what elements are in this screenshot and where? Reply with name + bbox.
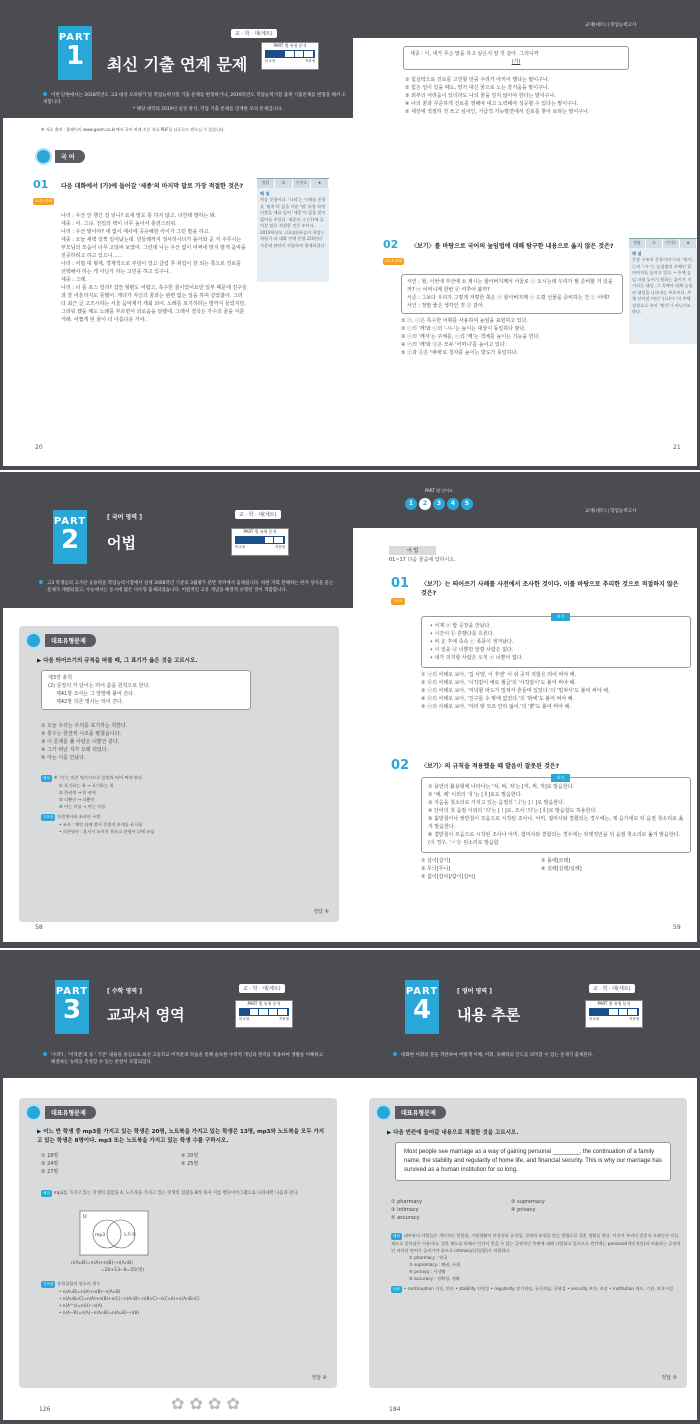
q1-option[interactable]: ② 힘든 일이 있을 때도, 망가 대신 꿈으로 노는 즐거움을 말이구나. — [405, 85, 550, 91]
subject-name: [ 수학 영역 ] — [107, 988, 142, 995]
q2-title: 〈보기〉를 바탕으로 국어의 높임법에 대해 탐구한 내용으로 옳지 않은 것은? — [411, 243, 614, 250]
steps-label: PART 별 난이도 — [425, 488, 453, 493]
type-meter: PART 별 유형 분석 비교형 적용형 — [231, 528, 289, 556]
page-number-right: 184 — [389, 1406, 401, 1413]
spread2-right-page — [353, 476, 697, 942]
q2-option[interactable]: ② ⓒ의 '께'와 ⓒ의 '-시-'는 높이는 대상이 동일하다 쌓다. — [401, 326, 526, 332]
q1-continued-box: 세종 : 이, 네가 무슨 말을 하고 싶은지 알 것 같아. 그리니까 (가) — [403, 46, 629, 70]
venn-b-label: 노트북 — [123, 1233, 137, 1238]
q2-option[interactable]: ④ 실례[실레/실례] — [541, 866, 582, 872]
spread-1 — [3, 0, 697, 466]
rep-header: 대표유형문제 — [375, 1104, 446, 1121]
spread1-left-page — [3, 0, 353, 466]
representative-panel — [19, 626, 339, 922]
edition-tag: 교 · 학 · 대(세트) — [231, 29, 277, 38]
q2-option[interactable]: ② 몰에[모레] — [541, 858, 571, 864]
spread3-right-page — [353, 954, 697, 1420]
running-header — [353, 0, 697, 38]
q1-option[interactable]: ① ⓐ의 사례로 보아, '집 사양, 이 후엔' 이 쉬 곳처 적합은 띄어 써야 해. — [421, 672, 577, 678]
rep-option[interactable]: ② 20명 — [181, 1153, 199, 1159]
chapter-title: 최신 기출 연계 문제 — [107, 55, 248, 74]
q1-option[interactable]: ⑤ 세상에 적절하 것 쓰고 싶어인, 가급적 가능방면에서 진로를 찾아 보라는 말이구나. — [405, 109, 590, 115]
rep-icon — [25, 1104, 42, 1121]
part-badge — [58, 26, 92, 80]
chapter-intro: 대화한 어휘의 분을 객관하여 어떻게 이해, 어휘, 독해력의 인드를 의미할 수 있는 문제가 출제된다. — [393, 1052, 697, 1059]
difficulty-steps: 1 2 3 4 5 — [405, 498, 475, 510]
rep-question: ▶ 어느 반 학생 중 mp3를 가지고 있는 학생은 20명, 노트북을 가지고 있는 학생은 13명, mp3와 노트북을 모두 가지고 있는 학생은 8명이다. mp3 또는 노트북을 가지고 있는 학생 수를 구하시오. — [37, 1129, 325, 1144]
clover-decoration-icon: ✿ ✿ ✿ ✿ — [171, 1394, 240, 1413]
passage-box: Most people see marriage as a way of gaining personal ________, the continuation of a family name, the stability and regularity of home life, and financial security. This is why our marriage has survived as a human institution for so long. — [395, 1142, 671, 1181]
rep-option[interactable]: ④ 그가 떠난 지가 오래 되었다. — [41, 747, 109, 753]
spread1-right-page — [353, 0, 697, 466]
spread-2 — [3, 476, 697, 942]
chapter-intro: 이번 단원에서는 2018학년도 고3 대상 모의평가 및 학업능력시험 기출 문제를 변형하거나, 2019학년도 학업능력시험 출제 기출문제를 변형을 해서 소개합니다. * 해당 대학의 2019년 실질 방식, 작업 기출 문제를 연계한 모의 문제입니다. — [43, 93, 346, 112]
q1-options — [405, 76, 631, 116]
q1-option[interactable]: ④ 나의 꿈과 꾸준하게 진로를 정해야 대고 노력해야 성공할 수 있다는 말이구나. — [405, 101, 579, 107]
rep-options — [41, 722, 127, 762]
q1-number: 01 — [33, 178, 49, 191]
running-header-text: 교재(세트) | 학업능력고사 — [585, 509, 637, 514]
q2-option[interactable]: ⑤ 값이[갑씨]/값이[갑씨] — [421, 874, 476, 880]
q2-option[interactable]: ③ ⓒ의 '께서'는 주체를, ⓒ의 '께'는 객체를 높이는 기능을 한다. — [401, 334, 540, 340]
rep-option[interactable]: ③ intimacy — [391, 1207, 419, 1213]
representative-panel — [19, 1098, 337, 1388]
rep-answer: 정답 ③ — [661, 1375, 677, 1381]
chapter-title: 내용 추론 — [457, 1006, 521, 1024]
rep-explanation-2: 기초점 유한집합의 원소의 개수 • n(A∪B)=n(A)+n(B)−n(A∩B) • n(A∪B∪C)=n(A)+n(B)+n(C)−n(A∩B)−n(B∩C)−n(C∩A)+n(A∩B∩C) • n(A^c)=n(U)−n(A) • n(A−B)=n(A)−n(A∩B)=n(A∪B)−n(B) — [43, 1281, 200, 1315]
spread3-left-page — [3, 954, 353, 1420]
chapter-title: 교과서 영역 — [107, 1006, 185, 1024]
q1-example-box: 보기 • 어제 ⓐ 밥 공장을 만났다. • 시간이 ⓑ 흔했다를 흐른다. • 비 온 후에 족속 ⓒ 폭풍이 생겨났다. • 이 일을 ⓓ 너뿐만 알릴 사람은 없다. • 내가 의지할 사람은 오직 ⓔ 너뿐이 없다. — [421, 616, 691, 668]
rep-option[interactable]: ⑤ 27명 — [41, 1169, 59, 1175]
rep-option[interactable]: ② 통수는 한권씩 시조를 펼쳤습니다. — [41, 731, 122, 737]
rep-icon — [25, 632, 42, 649]
q2-option[interactable]: ① 살이[살기] — [421, 858, 451, 864]
bullet-icon — [43, 92, 47, 96]
rep-question: ▶ 다음 띄어쓰기의 규칙을 따를 때, 그 표기가 옳은 것을 고르시오. — [37, 658, 198, 664]
chapter-intro: '수학'I , '미적분'의 등 ' 기본' 내용을 중심으로 최신 고등학교 미적분의 학습을 통해 습득한 수학적 개념과 원리를 적용하여 생활을 이해하고 해결하는 능력을 측정할 수 있는 문항이 포함되었다. — [43, 1052, 349, 1066]
running-header-text: 교재(세트) | 학업능력고사 — [585, 23, 637, 28]
q1-option[interactable]: ④ ⓓ의 사례로 보아, '친구를 수 밖에 없었다.'의 '밖에'도 붙여 써야 해. — [421, 696, 575, 702]
rep-explanation: 해설 mp3를 가지고 있는 학생의 집합을 A, 노트북을 가지고 있는 학생의 집합을 B라 하자 이를 벤다이어그램으로 나타내면 다음과 같다. — [43, 1191, 299, 1196]
chapter-intro: 고3 학생들의 고사단 응용력을 학업능력시험에서 실제 2008학년 기준의 3월평가 분반 영역에서 출제됩니다. 하한 지회 분해하는 한자 상식을 묻는 문제가 개발되었고, 수능에서는 동시에 많은 다수형 출제되었습니다. 어법적인 고유 개념을 해결적 유형된 것이 적합합니다. — [39, 580, 347, 594]
page-number-left: 58 — [35, 924, 43, 931]
q1-options — [421, 671, 691, 711]
part-number: 1 — [65, 41, 85, 71]
rep-answer: 정답 ④ — [311, 1375, 327, 1381]
q2-number: 02 — [383, 238, 399, 251]
q2-options — [401, 317, 623, 357]
page-number-left: 126 — [39, 1406, 51, 1413]
q2-option[interactable]: ④ ⓔ의 '께'와 ⓓ은 모두 '어머니'를 높이고 있다. — [401, 342, 507, 348]
rep-option[interactable]: ① 18명 — [41, 1153, 59, 1159]
subject-header — [35, 148, 85, 165]
source-note: ※ 자료 출처 : 홈페이지 www.gosm.co.kr에서 국어 연계 지문 자료 PDF를 다운로드 받으실 수 있습니다. — [41, 127, 226, 132]
spread-3 — [3, 954, 697, 1420]
q2-option[interactable]: ① ⓔ, ⓒ은 특수한 어휘를 사용하여 높임을 표현하고 있다. — [401, 318, 528, 324]
question-1 — [33, 178, 247, 324]
page-number-left: 20 — [35, 444, 43, 451]
part-badge: PART 4 — [405, 980, 439, 1034]
bullet-icon — [393, 1052, 397, 1056]
rep-option[interactable]: ① pharmacy — [391, 1199, 423, 1205]
q2-badge: 2019 출제 — [385, 259, 402, 263]
rep-option[interactable]: ④ privacy — [511, 1207, 536, 1213]
rep-icon — [375, 1104, 392, 1121]
rep-option[interactable]: ③ 이 문제를 풀 사람은 너뿐인 같다. — [41, 739, 120, 745]
q1-option[interactable]: ③ 외부의 어려움이 있더라도 나의 꿈을 잊지 않아야 한다는 말이구나. — [405, 93, 556, 99]
representative-panel — [369, 1098, 687, 1388]
rep-explanation: 해설 ④ '지'는 의존 명사이므로 앞말과 띄어 써야 한다. ① 포기하는 척 → 포기하는 척 ② 한권씩 → 한 권씩 ③ 너뿐인 → 너뿐인 ⑤ 아는 이를 → 아는 이를 기초점 의존명사와 조사의 구별 • 조사 : 체언 뒤에 붙어 문법적 관계를 표시함 • 의존명사 : 혼자서 쓰이지 못하고 관형어 뒤에 쓰임 — [43, 775, 155, 834]
bullet-icon — [39, 580, 43, 584]
q2-option[interactable]: ⑤ ⓕ과 ⓖ은 '예예'로 청자를 높이는 방도가 동일하다. — [401, 350, 518, 356]
q2-options — [421, 857, 691, 881]
part-badge: PART 2 — [53, 510, 87, 564]
meter-low: 비교형 — [265, 59, 276, 63]
rep-options — [391, 1198, 545, 1222]
q1-option[interactable]: ② ⓑ의 사례로 보아, '시작같이 예로 월급'의 '시작같이'도 붙여 써야 해. — [421, 680, 576, 686]
edition-tag: 교 · 학 · 대(세트) — [239, 984, 285, 993]
rep-explanation: 해설 대부분의 사람들은 개인적인 친밀함, 가정생활의 안정성과 규칙성, 경제적 보장을 얻는 방법으로 결혼 생활을 한다. 이것이 우리의 결혼이 오랜동안 인류 제도로 살아남은 이유이다. 결혼 제도를 통해서 인간이 얻을 수 있는 긍정적인 측면에 대해 나열하고 있으므로 빈칸에는 personal(개인적인)과 어울리는 긍정적인 의미의 단어가 들어가야 하므로 intimacy(친밀함)가 적절하다. ① pharmacy : 약국 ② supremacy : 패권, 우위 ④ privacy : 사생활 ⑤ accuracy : 정확성, 정확 어휘 • continuation 지속, 연속 • stability 안정성 • regularity 정기적임, 규칙적임, 균형감 • security 보안, 보장 • institution 제도, 기관, 보호시설 — [391, 1233, 681, 1291]
type-meter: PART 별 유형 분석 비교형 적용형 — [235, 1000, 293, 1028]
q2-option[interactable]: ③ 무늬[무니] — [421, 866, 451, 872]
answer-sidebar-1: 정답 ① 난이도 ★ 해 설 처음 문항이다. '나리'는 이제를 통경을 '펼치'의 꿈을 이룬 '펼' 유형 학생 이겠을 예를 들어 '세종'이 꿈을 말이 없어를 주었다. 세종이 그 (가)에 들어갈 말로 적절한 것은 ①이다. 2019학년도 고3대과학습의 학업능력평가 과 대화 연계 문항 2/3편의 가운데 판단이 적합하여 출제되었다. — [257, 178, 329, 282]
question-1: 01 고난도 〈보기〉는 띄어쓰기 사례를 사전에서 조사한 것이다. 이를 바탕으로 추리한 것으로 적절하지 않은 것은? 보기 • 어제 ⓐ 밥 공장을 만났다. • 시간이 ⓑ 흔했다를 흐른다. • 비 온 후에 족속 ⓒ 폭풍이 생겨났다. • 이 일을 ⓓ 너뿐만 알릴 사람은 없다. • 내가 의지할 사람은 오직 ⓔ 너뿐이 없다. ① ⓐ의 사례로 보아, '집 사양, 이 후엔' 이 쉬 곳처 적합은 띄어 써야 해. ② ⓑ의 사례로 보아, '시작같이 예로 월급'의 '시작같이'도 붙여 써야 해. ③ ⓒ의 사례로 보아, '저녁할 파도가 밀쳐서 흔들며 일었다.'의 '밀쳐서'도 붙여 써야 해. ④ ⓓ의 사례로 보아, '친구를 수 밖에 없었다.'의 '밖에'도 붙여 써야 해. ⑤ ⓔ의 사례로 보아, '자리 밖 모르 안하 잃어.'의 '뿐'도 붙여 써야 해. — [391, 576, 691, 711]
q1-option[interactable]: ③ ⓒ의 사례로 보아, '저녁할 파도가 밀쳐서 흔들며 일었다.'의 '밀쳐서'도 붙여 써야 해. — [421, 688, 610, 694]
q2-example-box: 보기 ① 용언의 활용형에 나타나는 '져, 쪄, 쳐'는 [저, 쩌, 처]로 발음한다. ② '예, 례' 이외의 'ㅖ'는 [ㅔ]로도 발음한다. ③ 자음을 첫소리로 가지고 있는 음절의 'ㅢ'는 [ㅣ]로 발음한다. ④ 단어의 첫 음절 이외의 '의'는 [ㅣ]로, 조사 '의'는 [ㅔ]로 발음함도 허용한다. ⑤ 홑받침이나 쌍받침이 모음으로 시작된 조사나, 어미, 접미사와 결합되는 경우에는, 제 음가대로 뒤 음절 첫소리로 옮겨 발음한다. ⑥ 겹받침이 모음으로 시작된 조사나 어미, 접미사와 결합되는 경우에는 뒤엣것만을 뒤 음절 첫소리로 옮겨 발음한다. (이 경우, 'ㅅ'은 된소리로 발음함 — [421, 777, 691, 853]
q2-example-box: 서인 : 형, 이번에 부산에 ① 계시는 할아버지께서 서울로 ⓒ 오시는데 우리가 뭘 준비할 거 있을까? ⓔ 어머니께 한번 ⓓ 여쭈어 볼까? 서준 : 그보다 우리가 그렇게 저렇한 쪽은 ⓔ 할아버지께 ⓒ 드릴 선물을 준비하는 건 ⓕ 어때? 서인 : 정말 좋은 생각인 것 ⓖ 같아. — [401, 274, 623, 314]
subject-name: [ 국어 영역 ] — [107, 514, 142, 521]
q1-option[interactable]: ⑤ ⓔ의 사례로 보아, '자리 밖 모르 안하 잃어.'의 '뿐'도 붙여 써야 해. — [421, 704, 571, 710]
meter-high: 적용형 — [304, 59, 315, 63]
rep-question: ▶ 다음 빈칸에 들어갈 내용으로 적절한 것을 고르시오. — [387, 1130, 519, 1136]
venn-diagram — [79, 1210, 149, 1256]
venn-u-label: U — [83, 1214, 87, 1220]
section-sub: 01~17 다음 물음에 답하시오. — [389, 557, 456, 563]
edition-tag: 교 · 학 · 대(세트) — [589, 984, 635, 993]
rep-options — [41, 1152, 198, 1176]
q1-dialogue: 나리 : 우산 안 챙긴 걸 잊니? 요새 말도 통 하지 않고. 너한테 말하는 봐. 세종 : 어. 그냐. 친일의 벽이 너무 높아서 충전스러워. 나리 : 우산 말이야? 네 없이 매사에 공유해한 아이가 그런 말을 하고. 세종 : 오늘 새벽 일찍 일어났는데. 민들레까지 정사하시다가 돌아와 곧 겨 주무시는 부모님의 모습이 너무 고달파 보였어. 그런데 나는 우산 없이 어쩌네 맞지 말게 음악을 전공하려고 하고 있으니…… 나리 : 어릴 대 형제, 경제적으로 부담이 얼고 클럽 후 취업이 잘 되는 쪽으로 진로를 선택해야 하는 게 아닌가 하는 고민을 하고 있구나. 세종 : 그래. 나리 : 너 를 포스 얼리? 집안 형편도 어렵고, 혹수한 꿈이었어요만 일부 때문에 친구들과 잘 어울리지도 못했어. 게다가 자신의 꿈과는 관련 없는 일을 하며 살았잖아. 그러다 최근 글 고즈시라는 서울 음악제가 개최 되어. 노래를 포기하라는 말까지 들었지만, 그러워 했을 떼도 노래를 부르면서 외로움을 달랬대. 그래서 결국은 가수의 꿈을 이룬거래. 어쩜게 된 꿈이 더 아름다운 거야. — [61, 213, 247, 323]
rep-header: 대표유형문제 — [25, 632, 96, 649]
bullet-icon — [43, 1052, 47, 1056]
q1-badge: 2019 출제 — [35, 199, 52, 203]
rep-option[interactable]: ③ 24명 — [41, 1161, 59, 1167]
chapter-title: 어법 — [107, 534, 136, 552]
section-head: 어 법 — [389, 546, 436, 555]
rep-option[interactable]: ⑤ 아는 이를 만났다. — [41, 755, 86, 761]
meter-label: PART 별 유형 분석 — [273, 43, 307, 48]
part-badge: PART 3 — [55, 980, 89, 1034]
rep-option[interactable]: ④ 25명 — [181, 1161, 199, 1167]
q1-title: 다음 대화에서 (가)에 들어갈 '세종'의 마지막 말로 가장 적절한 것은? — [61, 183, 244, 190]
rep-header: 대표유형문제 — [25, 1104, 96, 1121]
venn-a-label: mp3 — [95, 1233, 106, 1238]
part-label: PART — [58, 32, 92, 43]
page-number-right: 21 — [673, 444, 681, 451]
subject-name: [ 영어 영역 ] — [457, 988, 492, 995]
question-2: 02 〈보기〉의 규칙을 적용했을 때 발음이 잘못된 것은? 보기 ① 용언의 활용형에 나타나는 '져, 쪄, 쳐'는 [저, 쩌, 처]로 발음한다. ② '예, 례' 이외의 'ㅖ'는 [ㅔ]로도 발음한다. ③ 자음을 첫소리로 가지고 있는 음절의 'ㅢ'는 [ㅣ]로 발음한다. ④ 단어의 첫 음절 이외의 '의'는 [ㅣ]로, 조사 '의'는 [ㅔ]로 발음함도 허용한다. ⑤ 홑받침이나 쌍받침이 모음으로 시작된 조사나, 어미, 접미사와 결합되는 경우에는, 제 음가대로 뒤 음절 첫소리로 옮겨 발음한다. ⑥ 겹받침이 모음으로 시작된 조사나 어미, 접미사와 결합되는 경우에는 뒤엣것만을 뒤 음절 첫소리로 옮겨 발음한다. (이 경우, 'ㅅ'은 된소리로 발음함 ① 살이[살기] ③ 무늬[무니] ⑤ 값이[갑씨]/값이[갑씨] ② 몰에[모레] ④ 실례[실레/실례] — [391, 758, 691, 881]
subject-label: 국 어 — [55, 150, 85, 163]
rep-answer: 정답 ④ — [313, 909, 329, 915]
type-meter: PART 별 유형 분석 비교형 적용형 — [585, 1000, 643, 1028]
rule-box: 제3장 총칙 (2) 문장의 각 단어는 띄어 씀을 원칙으로 한다. 제41항 조사는 그 앞말에 붙여 쓴다. 제42항 의존 명사는 띄어 쓴다. — [41, 670, 251, 710]
edition-tag: 교 · 학 · 대(세트) — [235, 510, 281, 519]
question-2 — [383, 238, 623, 357]
q1-option[interactable]: ① 힘실력으로 진로를 고민할 만큼 우리가 아끼이 했다는 말이구나. — [405, 77, 550, 83]
rep-option[interactable]: ① 오늘 우리는 주의를 포기하는 척한다. — [41, 723, 128, 729]
spread2-left-page — [3, 476, 353, 942]
page-number-right: 59 — [673, 924, 681, 931]
rep-option[interactable]: ② supremacy — [511, 1199, 545, 1205]
type-meter — [261, 42, 319, 70]
rep-formula: n(A∪B)=n(A)+n(B)−n(A∩B) =20+13−8=25(명) — [71, 1261, 144, 1273]
rep-option[interactable]: ⑤ accuracy — [391, 1215, 420, 1221]
answer-sidebar-2: 정답 ① 난이도 ★ 해 설 문장 구조의 문항이며 ⓑ의 '계시', ⓒ의 '-시-'는 높임법의 주체인 할아버지를 높이고 있다. • 주체 높임 파함 높이기 원하는 옳이가 지시되는 대상, 그 속에서 대체 높임된 대상을 나타내는 부호이다. 주체 선어말 어미 '-(으)시-'의 주체 실현으로 주어 '께서'가 아니기도 한다. — [629, 238, 697, 344]
subject-icon — [35, 148, 52, 165]
